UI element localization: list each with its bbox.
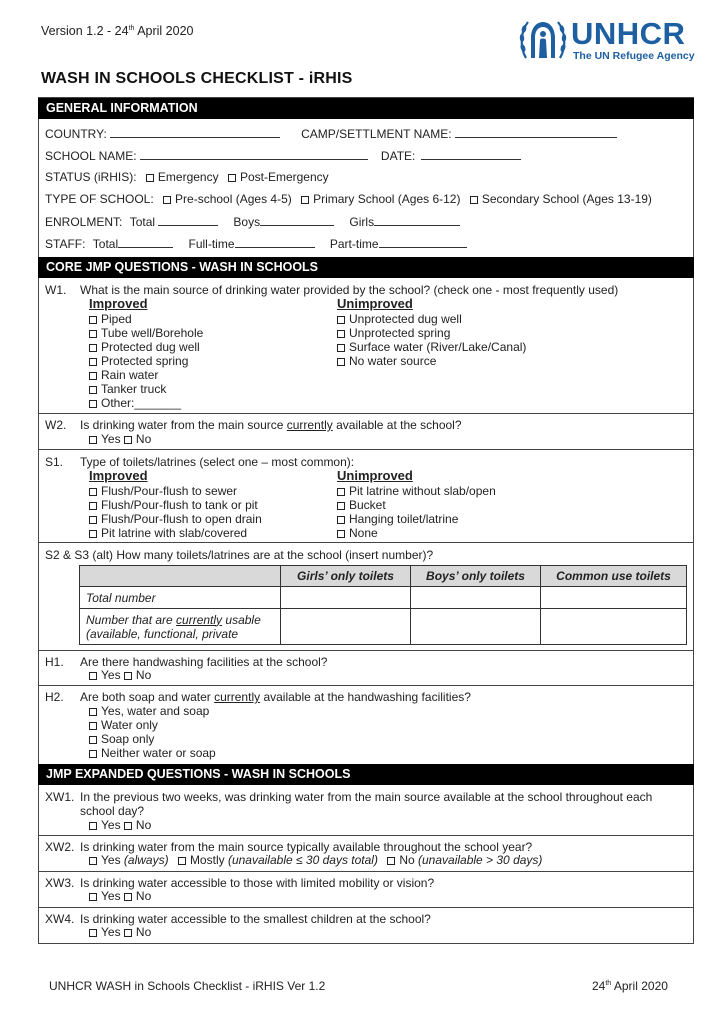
question-code-xw3: XW3. [45,876,75,890]
option-note: (always) [123,853,169,867]
option-label: No [399,853,415,867]
question-text-h2 [80,690,471,704]
question-code-h2: H2. [45,690,64,704]
xw4-options [89,925,151,939]
question-text-s1: Type of toilets/latrines (select one – most common): [80,455,355,469]
option-label: Unprotected dug well [349,312,462,326]
text: (available, functional, private [86,626,239,641]
xw2-options [89,853,542,867]
footer-date [592,979,668,993]
checkbox-icon[interactable] [228,174,236,182]
w1-option-tanker-truck[interactable] [89,382,166,396]
option-label: None [349,526,378,540]
version-text: Version 1.2 - 24 [41,24,129,38]
status-row [45,170,329,184]
option-note: (unavailable > 30 days) [418,853,543,867]
text: Number that are [86,612,177,627]
staff-row [45,236,467,251]
option-label: Yes [101,925,121,939]
w1-unimproved-heading: Unimproved [337,296,413,311]
divider [38,449,694,450]
xw3-option-no[interactable] [124,889,151,903]
checkbox-icon[interactable] [124,822,132,830]
table-row [80,609,687,645]
checkbox-icon[interactable] [89,672,97,680]
country-row [45,126,617,141]
option-label: Flush/Pour-flush to open drain [101,512,262,526]
w1-option-protected-spring[interactable] [89,354,188,368]
version-date: April 2020 [134,24,194,38]
text: usable [222,612,261,627]
school-name-label: SCHOOL NAME: [45,149,137,163]
checkbox-icon[interactable] [470,196,478,204]
option-label: Pre-school (Ages 4-5) [175,192,292,206]
option-label: Flush/Pour-flush to tank or pit [101,498,258,512]
checkbox-icon[interactable] [337,488,345,496]
s1-option-flush-tank[interactable] [89,498,258,512]
checkbox-icon[interactable] [337,344,345,352]
checkbox-icon[interactable] [337,358,345,366]
checkbox-icon[interactable] [124,929,132,937]
checkbox-icon[interactable] [89,736,97,744]
w2-option-no[interactable] [124,432,151,446]
option-label: Neither water or soap [101,746,216,760]
country-label: COUNTRY: [45,127,107,141]
checkbox-icon[interactable] [124,672,132,680]
divider [38,542,694,543]
date-label: DATE: [380,149,416,163]
section-header-general: GENERAL INFORMATION [38,98,694,119]
question-code-xw2: XW2. [45,840,75,854]
question-text-h1: Are there handwashing facilities at the school? [80,655,328,669]
w1-option-unprotected-spring[interactable] [337,326,450,340]
status-option-post-emergency[interactable] [228,170,329,184]
s1-option-flush-sewer[interactable] [89,484,237,498]
w1-option-rain-water[interactable] [89,368,158,382]
h2-option-water-soap[interactable] [89,704,209,718]
table-header-row [80,566,687,587]
option-label: Yes [101,853,121,867]
enrolment-boys-label: Boys [233,215,261,229]
date-field[interactable] [421,148,521,160]
divider [38,685,694,686]
option-label: Yes [101,432,121,446]
checkbox-icon[interactable] [337,330,345,338]
table-header-boys: Boys’ only toilets [411,566,541,587]
checkbox-icon[interactable] [89,502,97,510]
option-label: Yes, water and soap [101,704,210,718]
girls-total-cell[interactable] [281,587,411,609]
question-code-w2: W2. [45,418,67,432]
checkbox-icon[interactable] [146,174,154,182]
s1-option-hanging[interactable] [337,512,458,526]
checkbox-icon[interactable] [89,358,97,366]
question-code-h1: H1. [45,655,64,669]
h1-option-no[interactable] [124,668,151,682]
xw2-option-mostly[interactable] [178,853,378,867]
emphasis-text: currently [214,690,261,704]
option-label: Post-Emergency [239,170,329,184]
version-label [41,24,193,38]
s1-option-pit-slab[interactable] [89,526,247,540]
option-label: Protected dug well [101,340,200,354]
section-header-expanded: JMP EXPANDED QUESTIONS - WASH IN SCHOOLS [38,764,694,785]
option-label: Pit latrine without slab/open [349,484,496,498]
divider [38,835,694,836]
common-usable-cell[interactable] [541,609,687,645]
option-note: (unavailable ≤ 30 days total) [227,853,378,867]
checkbox-icon[interactable] [337,502,345,510]
checkbox-icon[interactable] [89,516,97,524]
option-label: Pit latrine with slab/covered [101,526,248,540]
checkbox-icon[interactable] [124,893,132,901]
s1-option-pit-open[interactable] [337,484,496,498]
footer-doc-title: UNHCR WASH in Schools Checklist - iRHIS Ver 1.2 [49,979,326,993]
status-label: STATUS (iRHIS): [45,170,137,184]
checkbox-icon[interactable] [89,722,97,730]
option-label: Other:_______ [101,396,182,410]
xw2-option-yes[interactable] [89,853,169,867]
h2-option-water-only[interactable] [89,718,158,732]
question-text-w1: What is the main source of drinking water provided by the school? (check one - most frequently used) [80,283,619,297]
type-option-secondary[interactable] [470,192,652,206]
option-label: No water source [349,354,437,368]
w1-option-surface-water[interactable] [337,340,526,354]
checkbox-icon[interactable] [163,196,171,204]
xw3-option-yes[interactable] [89,889,121,903]
divider [38,413,694,414]
row-label-total: Total number [80,587,281,609]
checkbox-icon[interactable] [89,488,97,496]
divider [38,650,694,651]
emphasis-text: currently [176,612,223,627]
staff-total-field[interactable] [118,236,173,248]
checkbox-icon[interactable] [89,316,97,324]
text: April 2020 [611,979,668,993]
w1-option-protected-dug-well[interactable] [89,340,200,354]
question-text-xw1: In the previous two weeks, was drinking water from the main source available at the school throughout each [80,790,653,804]
s1-improved-heading: Improved [89,468,148,483]
enrolment-girls-label: Girls [349,215,375,229]
h1-option-yes[interactable] [89,668,121,682]
divider [38,871,694,872]
boys-usable-cell[interactable] [411,609,541,645]
xw4-option-no[interactable] [124,925,151,939]
s1-option-bucket[interactable] [337,498,386,512]
option-label: Rain water [101,368,159,382]
table-header-blank [80,566,281,587]
staff-fulltime-field[interactable] [235,236,315,248]
country-field[interactable] [110,126,280,138]
type-option-primary[interactable] [301,192,460,206]
option-label: Unprotected spring [349,326,451,340]
row-label-usable [80,609,281,645]
h1-options [89,668,151,682]
common-total-cell[interactable] [541,587,687,609]
xw1-options [89,818,151,832]
text: available at the handwashing facilities? [260,690,471,704]
w1-option-no-water-source[interactable] [337,354,436,368]
checkbox-icon[interactable] [89,750,97,758]
checkbox-icon[interactable] [89,400,97,408]
logo-tagline: The UN Refugee Agency [573,50,695,62]
option-label: Primary School (Ages 6-12) [313,192,461,206]
question-code-xw1: XW1. [45,790,75,804]
s1-option-flush-drain[interactable] [89,512,262,526]
staff-parttime-label: Part-time [329,237,379,251]
enrolment-total-field[interactable] [158,214,218,226]
table-row [80,587,687,609]
option-label: Water only [101,718,158,732]
option-label: Emergency [157,170,219,184]
question-code-xw4: XW4. [45,912,75,926]
enrolment-total-label: Total [129,215,156,229]
enrolment-girls-field[interactable] [374,214,460,226]
option-label: No [135,925,152,939]
checkbox-icon[interactable] [89,436,97,444]
option-label: Secondary School (Ages 13-19) [481,192,652,206]
status-option-emergency[interactable] [146,170,219,184]
toilet-count-table [79,565,687,645]
xw1-option-yes[interactable] [89,818,121,832]
w2-options [89,432,151,446]
text: 24 [592,979,606,993]
h2-option-soap-only[interactable] [89,732,154,746]
staff-parttime-field[interactable] [379,236,467,248]
question-text-w2 [80,418,462,432]
option-label: Bucket [349,498,386,512]
girls-usable-cell[interactable] [281,609,411,645]
option-label: Tube well/Borehole [101,326,204,340]
school-type-row [45,192,652,206]
question-text-s2-s3: S2 & S3 (alt) How many toilets/latrines are at the school (insert number)? [45,548,434,562]
option-label: Flush/Pour-flush to sewer [101,484,238,498]
checkbox-icon[interactable] [301,196,309,204]
school-row [45,148,521,163]
staff-fulltime-label: Full-time [188,237,235,251]
table-header-common: Common use toilets [541,566,687,587]
section-header-core: CORE JMP QUESTIONS - WASH IN SCHOOLS [38,257,694,278]
xw2-option-no[interactable] [387,853,542,867]
question-text-xw2: Is drinking water from the main source typically available throughout the school year? [80,840,533,854]
version-sup: th [128,24,135,32]
staff-total-label: Total [92,237,119,251]
unhcr-logo [518,18,698,64]
enrolment-boys-field[interactable] [260,214,334,226]
text: th [605,980,612,987]
page-title: WASH IN SCHOOLS CHECKLIST - iRHIS [41,70,353,87]
question-text-xw4: Is drinking water accessible to the smallest children at the school? [80,912,431,926]
w2-option-yes[interactable] [89,432,121,446]
checkbox-icon[interactable] [89,330,97,338]
checkbox-icon[interactable] [337,516,345,524]
enrolment-row [45,214,460,229]
camp-label: CAMP/SETTLMENT NAME: [301,127,452,141]
school-name-field[interactable] [140,148,368,160]
xw3-options [89,889,151,903]
type-option-preschool[interactable] [163,192,292,206]
checkbox-icon[interactable] [337,316,345,324]
question-text-xw1-cont: school day? [80,804,145,818]
checkbox-icon[interactable] [337,530,345,538]
text: Is drinking water from the main source [80,418,287,432]
w1-option-other[interactable] [89,396,181,410]
option-label: Protected spring [101,354,189,368]
boys-total-cell[interactable] [411,587,541,609]
checkbox-icon[interactable] [89,344,97,352]
option-label: Mostly [189,853,225,867]
xw4-option-yes[interactable] [89,925,121,939]
table-header-girls: Girls’ only toilets [281,566,411,587]
checkbox-icon[interactable] [89,929,97,937]
w1-option-piped[interactable] [89,312,132,326]
checkbox-icon[interactable] [89,386,97,394]
enrolment-label: ENROLMENT: [45,215,123,229]
checkbox-icon[interactable] [89,372,97,380]
checkbox-icon[interactable] [178,857,186,865]
text: available at the school? [332,418,462,432]
unhcr-emblem-icon [518,18,568,62]
option-label: Yes [101,818,121,832]
option-label: No [135,818,152,832]
option-label: Piped [101,312,132,326]
option-label: No [135,889,152,903]
h2-option-neither[interactable] [89,746,216,760]
option-label: No [135,432,152,446]
option-label: Tanker truck [101,382,167,396]
staff-label: STAFF: [45,237,86,251]
option-label: No [135,668,152,682]
checkbox-icon[interactable] [124,436,132,444]
option-label: Hanging toilet/latrine [349,512,459,526]
option-label: Soap only [101,732,155,746]
option-label: Yes [101,889,121,903]
w1-option-tube-well[interactable] [89,326,203,340]
camp-field[interactable] [455,126,617,138]
checkbox-icon[interactable] [89,857,97,865]
question-code-w1: W1. [45,283,67,297]
checkbox-icon[interactable] [89,893,97,901]
school-type-label: TYPE OF SCHOOL: [45,192,154,206]
checkbox-icon[interactable] [89,530,97,538]
option-label: Yes [101,668,121,682]
logo-wordmark: UNHCR [571,16,686,51]
s1-option-none[interactable] [337,526,378,540]
s1-unimproved-heading: Unimproved [337,468,413,483]
w1-improved-heading: Improved [89,296,148,311]
question-code-s1: S1. [45,455,64,469]
checkbox-icon[interactable] [89,822,97,830]
divider [38,907,694,908]
question-text-xw3: Is drinking water accessible to those with limited mobility or vision? [80,876,435,890]
checkbox-icon[interactable] [387,857,395,865]
text: Are both soap and water [80,690,215,704]
checkbox-icon[interactable] [89,708,97,716]
option-label: Surface water (River/Lake/Canal) [349,340,527,354]
w1-option-unprotected-dug-well[interactable] [337,312,462,326]
xw1-option-no[interactable] [124,818,151,832]
emphasis-text: currently [286,418,333,432]
